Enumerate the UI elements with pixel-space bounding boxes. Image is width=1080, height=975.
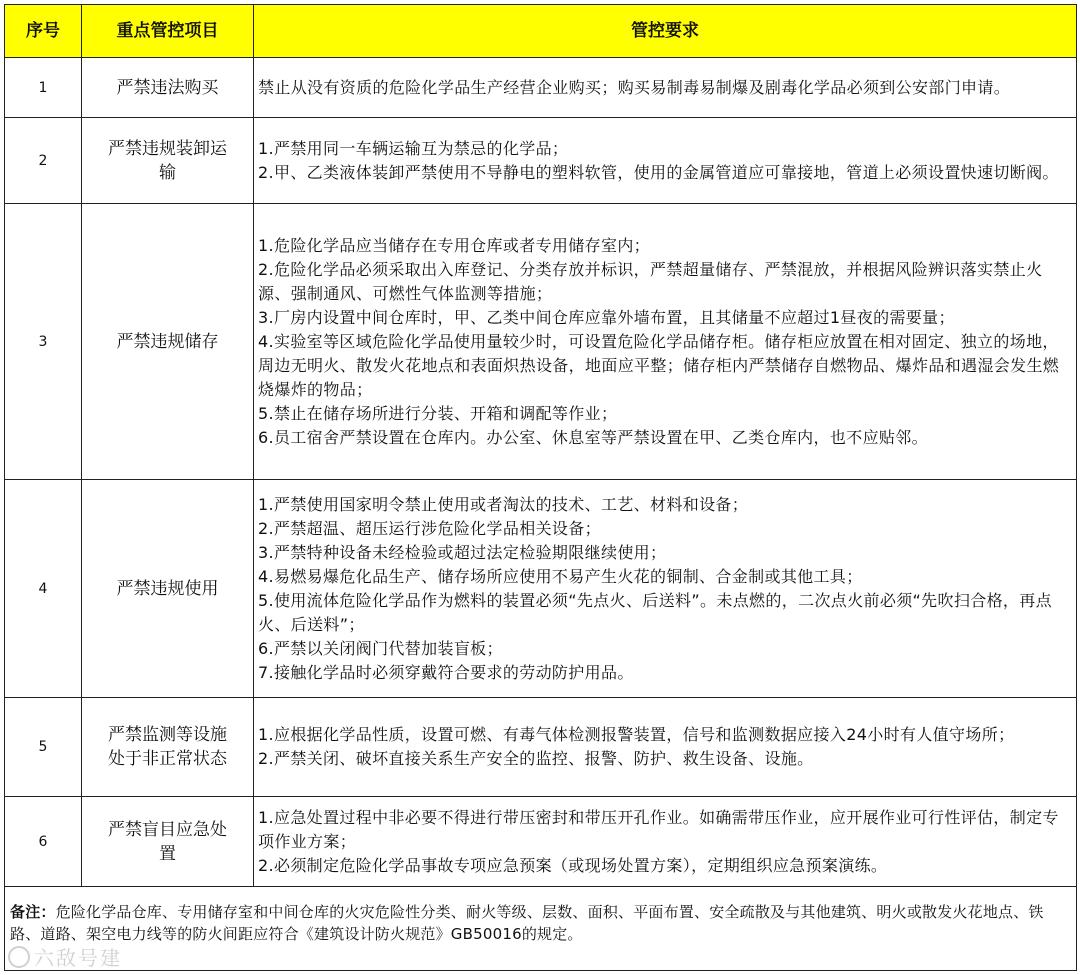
row-item: 严禁违规使用 <box>82 480 254 698</box>
requirement-line: 5.禁止在储存场所进行分装、开箱和调配等作业； <box>258 403 618 423</box>
row-item: 严禁违法购买 <box>82 58 254 118</box>
requirement-line: 4.实验室等区域危险化学品使用量较少时，可设置危险化学品储存柜。储存柜应放置在相对固定、独立的场地，周边无明火、散发火花地点和表面炽热设备，地面应平整；储存柜内严禁储存自燃物品、爆炸品和遇湿会发生燃烧爆炸的物品； <box>258 331 1060 399</box>
requirement-line: 1.应根据化学品性质，设置可燃、有毒气体检测报警装置，信号和监测数据应接入24小时有人值守场所； <box>258 725 1015 744</box>
requirement-line: 7.接触化学品时必须穿戴符合要求的劳动防护用品。 <box>258 662 634 682</box>
table-row <box>5 204 1077 480</box>
requirement-line: 1.应急处置过程中非必要不得进行带压密封和带压开孔作业。如确需带压作业，应开展作业可行性评估，制定专项作业方案； <box>258 807 1059 851</box>
row-requirements <box>254 58 1077 118</box>
regulation-table <box>4 4 1077 971</box>
requirement-line: 5.使用流体危险化学品作为燃料的装置必须“先点火、后送料”。未点燃的，二次点火前必须“先吹扫合格，再点火、后送料”； <box>258 590 1052 634</box>
requirement-line: 3.厂房内设置中间仓库时，甲、乙类中间仓库应靠外墙布置，且其储量不应超过1昼夜的需要量； <box>258 307 955 327</box>
row-requirements <box>254 480 1077 698</box>
requirement-line: 1.危险化学品应当储存在专用仓库或者专用储存室内； <box>258 235 651 255</box>
row-number: 6 <box>5 797 82 887</box>
header-num-label: 序号 <box>26 21 60 41</box>
table-row <box>5 480 1077 698</box>
note-label: 备注： <box>10 903 56 921</box>
table-row <box>5 797 1077 887</box>
row-requirements <box>254 204 1077 480</box>
header-num <box>5 5 82 58</box>
requirement-line: 2.严禁关闭、破坏直接关系生产安全的监控、报警、防护、救生设备、设施。 <box>258 749 814 768</box>
note-text: 危险化学品仓库、专用储存室和中间仓库的火灾危险性分类、耐火等级、层数、面积、平面布置、安全疏散及与其他建筑、明火或散发火花地点、铁路、道路、架空电力线等的防火间距应符合《建筑设计防火规范》GB50016的规定。 <box>10 903 1044 943</box>
row-number: 2 <box>5 118 82 204</box>
table-row <box>5 698 1077 797</box>
note-cell <box>5 887 1077 971</box>
row-requirements <box>254 797 1077 887</box>
row-number: 3 <box>5 204 82 480</box>
row-item: 严禁监测等设施处于非正常状态 <box>82 698 254 797</box>
table-row <box>5 58 1077 118</box>
row-requirements <box>254 118 1077 204</box>
requirement-line: 3.严禁特种设备未经检验或超过法定检验期限继续使用； <box>258 542 667 562</box>
row-number: 4 <box>5 480 82 698</box>
requirement-line: 2.危险化学品必须采取出入库登记、分类存放并标识，严禁超量储存、严禁混放，并根据风险辨识落实禁止火源、强制通风、可燃性气体监测等措施； <box>258 259 1043 303</box>
note-row <box>5 887 1077 971</box>
requirement-line: 2.必须制定危险化学品事故专项应急预案（或现场处置方案），定期组织应急预案演练。 <box>258 855 888 875</box>
requirement-line: 2.甲、乙类液体装卸严禁使用不导静电的塑料软管，使用的金属管道应可靠接地，管道上必须设置快速切断阀。 <box>258 162 1059 182</box>
row-number: 1 <box>5 58 82 118</box>
row-item: 严禁盲目应急处置 <box>82 797 254 887</box>
header-req-label: 管控要求 <box>631 21 699 41</box>
requirement-line: 4.易燃易爆危化品生产、储存场所应使用不易产生火花的铜制、合金制或其他工具； <box>258 566 863 586</box>
requirement-line: 6.员工宿舍严禁设置在仓库内。办公室、休息室等严禁设置在甲、乙类仓库内，也不应贴邻。 <box>258 427 928 447</box>
requirement-line: 6.严禁以关闭阀门代替加装盲板； <box>258 638 503 658</box>
header-item <box>82 5 254 58</box>
table-header-row <box>5 5 1077 58</box>
row-item: 严禁违规储存 <box>82 204 254 480</box>
requirement-line: 2.严禁超温、超压运行涉危险化学品相关设备； <box>258 518 601 538</box>
requirement-line: 禁止从没有资质的危险化学品生产经营企业购买；购买易制毒易制爆及剧毒化学品必须到公安部门申请。 <box>258 77 1011 97</box>
row-item: 严禁违规装卸运输 <box>82 118 254 204</box>
header-item-label: 重点管控项目 <box>116 21 219 41</box>
table-row <box>5 118 1077 204</box>
header-req <box>254 5 1077 58</box>
requirement-line: 1.严禁使用国家明令禁止使用或者淘汰的技术、工艺、材料和设备； <box>258 494 749 514</box>
row-number: 5 <box>5 698 82 797</box>
watermark-text: 六敌号建 <box>34 946 122 970</box>
row-requirements <box>254 698 1077 797</box>
requirement-line: 1.严禁用同一车辆运输互为禁忌的化学品； <box>258 138 569 158</box>
